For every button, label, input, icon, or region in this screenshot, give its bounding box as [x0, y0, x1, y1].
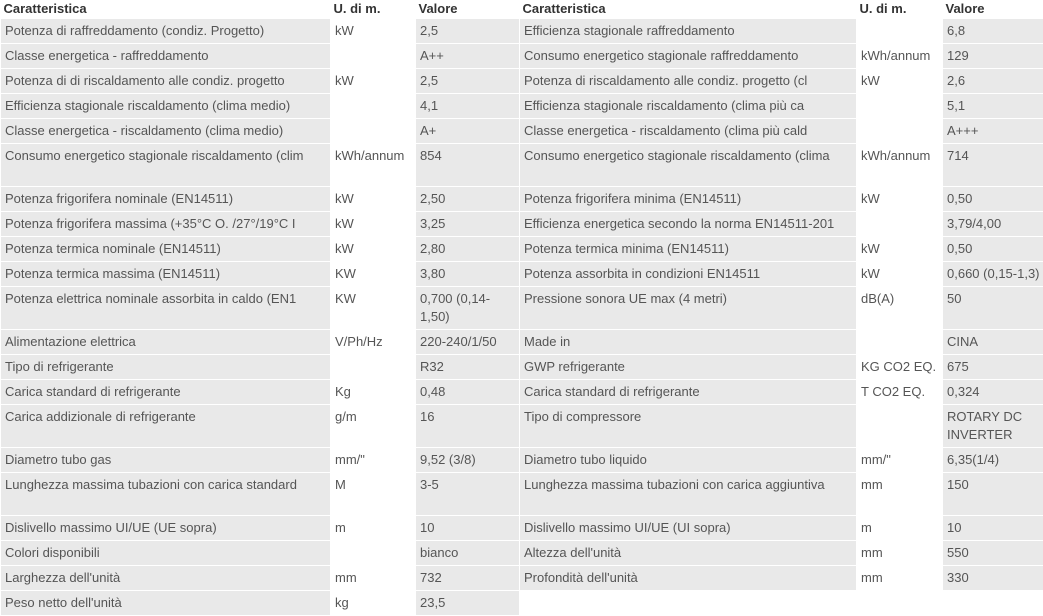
- right-characteristic: Consumo energetico stagionale riscaldamento (clima: [520, 144, 857, 187]
- right-value: [943, 591, 1043, 616]
- right-characteristic: Potenza di riscaldamento alle condiz. progetto (cl: [520, 69, 857, 94]
- right-value: CINA: [943, 330, 1043, 355]
- left-unit: [331, 94, 416, 119]
- left-unit: m: [331, 516, 416, 541]
- left-characteristic: Classe energetica - raffreddamento: [1, 44, 331, 69]
- table-row: [1, 44, 1043, 69]
- left-characteristic: Larghezza dell'unità: [1, 566, 331, 591]
- left-unit: kW: [331, 69, 416, 94]
- right-characteristic: Tipo di compressore: [520, 405, 857, 448]
- table-row: [1, 566, 1043, 591]
- table-row: [1, 473, 1043, 516]
- table-row: [1, 591, 1043, 616]
- right-unit: mm/": [857, 448, 943, 473]
- right-characteristic: Potenza termica minima (EN14511): [520, 237, 857, 262]
- left-value: R32: [416, 355, 520, 380]
- right-value: 50: [943, 287, 1043, 330]
- left-unit: mm/": [331, 448, 416, 473]
- right-value: 0,50: [943, 187, 1043, 212]
- right-unit: [857, 94, 943, 119]
- right-unit: KG CO2 EQ.: [857, 355, 943, 380]
- left-characteristic: Alimentazione elettrica: [1, 330, 331, 355]
- table-row: [1, 94, 1043, 119]
- right-value: 6,8: [943, 19, 1043, 44]
- right-unit: dB(A): [857, 287, 943, 330]
- left-characteristic: Consumo energetico stagionale riscaldamento (clim: [1, 144, 331, 187]
- left-unit: kW: [331, 19, 416, 44]
- left-unit: M: [331, 473, 416, 516]
- right-unit: [857, 330, 943, 355]
- right-characteristic: Classe energetica - riscaldamento (clima più cald: [520, 119, 857, 144]
- table-row: [1, 262, 1043, 287]
- right-value: 5,1: [943, 94, 1043, 119]
- right-unit: mm: [857, 541, 943, 566]
- right-value: 714: [943, 144, 1043, 187]
- left-characteristic: Lunghezza massima tubazioni con carica standard: [1, 473, 331, 516]
- left-value: 10: [416, 516, 520, 541]
- right-characteristic: Efficienza stagionale raffreddamento: [520, 19, 857, 44]
- left-characteristic: Potenza termica nominale (EN14511): [1, 237, 331, 262]
- table-row: [1, 355, 1043, 380]
- left-characteristic: Potenza di raffreddamento (condiz. Progetto): [1, 19, 331, 44]
- left-value: 3,25: [416, 212, 520, 237]
- right-characteristic: Made in: [520, 330, 857, 355]
- table-row: [1, 237, 1043, 262]
- header-unit-right: U. di m.: [857, 0, 943, 19]
- right-characteristic: Dislivello massimo UI/UE (UI sopra): [520, 516, 857, 541]
- left-value: 732: [416, 566, 520, 591]
- right-characteristic: Carica standard di refrigerante: [520, 380, 857, 405]
- table-row: [1, 119, 1043, 144]
- table-row: [1, 541, 1043, 566]
- left-value: 0,48: [416, 380, 520, 405]
- right-value: 10: [943, 516, 1043, 541]
- left-unit: Kg: [331, 380, 416, 405]
- right-characteristic: Potenza frigorifera minima (EN14511): [520, 187, 857, 212]
- table-row: [1, 69, 1043, 94]
- right-unit: [857, 405, 943, 448]
- right-value: 150: [943, 473, 1043, 516]
- header-value-right: Valore: [943, 0, 1043, 19]
- right-characteristic: [520, 591, 857, 616]
- right-value: ROTARY DC INVERTER: [943, 405, 1043, 448]
- left-characteristic: Potenza frigorifera nominale (EN14511): [1, 187, 331, 212]
- left-unit: [331, 541, 416, 566]
- left-value: 0,700 (0,14-1,50): [416, 287, 520, 330]
- right-characteristic: Lunghezza massima tubazioni con carica aggiuntiva: [520, 473, 857, 516]
- left-value: A++: [416, 44, 520, 69]
- left-unit: kW: [331, 237, 416, 262]
- left-characteristic: Carica addizionale di refrigerante: [1, 405, 331, 448]
- right-value: 2,6: [943, 69, 1043, 94]
- left-unit: g/m: [331, 405, 416, 448]
- right-characteristic: GWP refrigerante: [520, 355, 857, 380]
- right-characteristic: Profondità dell'unità: [520, 566, 857, 591]
- table-row: [1, 212, 1043, 237]
- right-value: 0,324: [943, 380, 1043, 405]
- left-unit: KW: [331, 262, 416, 287]
- table-row: [1, 448, 1043, 473]
- left-characteristic: Dislivello massimo UI/UE (UE sopra): [1, 516, 331, 541]
- right-value: 0,660 (0,15-1,3): [943, 262, 1043, 287]
- right-characteristic: Potenza assorbita in condizioni EN14511: [520, 262, 857, 287]
- left-unit: mm: [331, 566, 416, 591]
- left-unit: kW: [331, 187, 416, 212]
- header-characteristic-right: Caratteristica: [520, 0, 857, 19]
- right-unit: kW: [857, 69, 943, 94]
- table-row: [1, 405, 1043, 448]
- right-value: 0,50: [943, 237, 1043, 262]
- right-value: 3,79/4,00: [943, 212, 1043, 237]
- table-row: [1, 19, 1043, 44]
- left-value: 16: [416, 405, 520, 448]
- right-characteristic: Efficienza stagionale riscaldamento (clima più ca: [520, 94, 857, 119]
- left-value: 3-5: [416, 473, 520, 516]
- left-value: bianco: [416, 541, 520, 566]
- left-value: A+: [416, 119, 520, 144]
- right-value: 129: [943, 44, 1043, 69]
- left-value: 2,80: [416, 237, 520, 262]
- left-value: 3,80: [416, 262, 520, 287]
- right-unit: kW: [857, 237, 943, 262]
- right-characteristic: Consumo energetico stagionale raffreddamento: [520, 44, 857, 69]
- right-unit: [857, 212, 943, 237]
- left-value: 220-240/1/50: [416, 330, 520, 355]
- header-characteristic-left: Caratteristica: [1, 0, 331, 19]
- left-characteristic: Potenza di di riscaldamento alle condiz. progetto: [1, 69, 331, 94]
- right-characteristic: Pressione sonora UE max (4 metri): [520, 287, 857, 330]
- right-value: 330: [943, 566, 1043, 591]
- right-characteristic: Efficienza energetica secondo la norma EN14511-201: [520, 212, 857, 237]
- left-value: 2,50: [416, 187, 520, 212]
- left-value: 2,5: [416, 69, 520, 94]
- left-unit: kW: [331, 212, 416, 237]
- left-characteristic: Potenza termica massima (EN14511): [1, 262, 331, 287]
- left-characteristic: Carica standard di refrigerante: [1, 380, 331, 405]
- header-row: [1, 0, 1043, 19]
- right-unit: kW: [857, 262, 943, 287]
- left-unit: KW: [331, 287, 416, 330]
- right-value: 6,35(1/4): [943, 448, 1043, 473]
- right-unit: [857, 119, 943, 144]
- right-characteristic: Diametro tubo liquido: [520, 448, 857, 473]
- left-value: 854: [416, 144, 520, 187]
- left-value: 23,5: [416, 591, 520, 616]
- left-unit: [331, 119, 416, 144]
- left-characteristic: Potenza elettrica nominale assorbita in caldo (EN1: [1, 287, 331, 330]
- table-row: [1, 516, 1043, 541]
- right-unit: kWh/annum: [857, 44, 943, 69]
- right-unit: m: [857, 516, 943, 541]
- right-unit: [857, 19, 943, 44]
- left-characteristic: Efficienza stagionale riscaldamento (clima medio): [1, 94, 331, 119]
- left-unit: kWh/annum: [331, 144, 416, 187]
- left-value: 2,5: [416, 19, 520, 44]
- table-row: [1, 144, 1043, 187]
- table-row: [1, 380, 1043, 405]
- left-unit: [331, 44, 416, 69]
- right-unit: kW: [857, 187, 943, 212]
- right-unit: mm: [857, 566, 943, 591]
- right-unit: mm: [857, 473, 943, 516]
- left-characteristic: Colori disponibili: [1, 541, 331, 566]
- header-value-left: Valore: [416, 0, 520, 19]
- right-unit: T CO2 EQ.: [857, 380, 943, 405]
- left-unit: [331, 355, 416, 380]
- header-unit-left: U. di m.: [331, 0, 416, 19]
- left-characteristic: Diametro tubo gas: [1, 448, 331, 473]
- left-value: 9,52 (3/8): [416, 448, 520, 473]
- right-unit: kWh/annum: [857, 144, 943, 187]
- table-row: [1, 330, 1043, 355]
- right-unit: [857, 591, 943, 616]
- left-characteristic: Tipo di refrigerante: [1, 355, 331, 380]
- left-characteristic: Classe energetica - riscaldamento (clima medio): [1, 119, 331, 144]
- right-value: A+++: [943, 119, 1043, 144]
- table-row: [1, 287, 1043, 330]
- left-characteristic: Peso netto dell'unità: [1, 591, 331, 616]
- table-row: [1, 187, 1043, 212]
- right-value: 550: [943, 541, 1043, 566]
- left-value: 4,1: [416, 94, 520, 119]
- right-value: 675: [943, 355, 1043, 380]
- left-unit: kg: [331, 591, 416, 616]
- left-characteristic: Potenza frigorifera massima (+35°C O. /27°/19°C I: [1, 212, 331, 237]
- left-unit: V/Ph/Hz: [331, 330, 416, 355]
- right-characteristic: Altezza dell'unità: [520, 541, 857, 566]
